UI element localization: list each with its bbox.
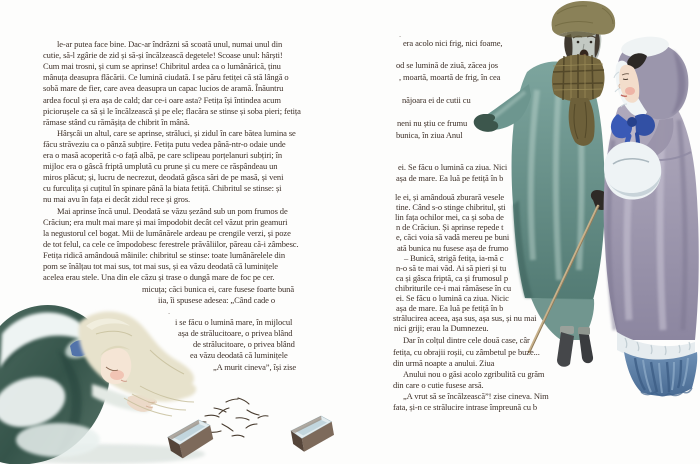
text-line: pom se înălțau tot mai sus, tot mai sus, și ea văzu deodată că luminițele: [43, 261, 278, 271]
text-line: n-o să te mai văd. Ai să pieri și tu: [396, 263, 507, 273]
text-line: bunica, în ziua Anul: [396, 129, 463, 140]
text-line: de strălucitoare, o privea blând: [193, 338, 295, 349]
text-line: i se făcu o lumină mare, în mijlocul: [175, 316, 293, 327]
text-line: nici griji; erau la Dumnezeu.: [394, 323, 489, 333]
text-line: ei. Se făcu o lumină ca ziua. Nicic: [396, 293, 509, 303]
text-line: sobă mare de fier, care avea deasupra un capac lucios de aramă. Înăuntru: [43, 83, 284, 94]
text-line: nu mai avu în fața ei decât zidul rece și gros.: [43, 194, 191, 205]
text-line: năjoara ei de cutii cu: [402, 94, 471, 105]
text-line: od se lumină de ziuă, zăcea jos: [396, 59, 498, 70]
text-line: micuța; căci bunica ei, care fusese foarte bună: [142, 283, 294, 294]
text-line: Cum mai trosni, și cum se aprinse! Chibritul ardea ca o lumânărică, ținu: [43, 61, 281, 72]
text-line: e, căci voia să vadă mereu pe buni: [396, 232, 510, 242]
text-line: le ei, și amândouă zburară vesele: [395, 191, 505, 202]
text-line: tine. Când s-o stinge chibritul, ști: [396, 202, 506, 212]
text-line: Anului nou o găsi acolo zgribulită cu grăm: [403, 368, 545, 379]
text-line: din urmă noapte a anului. Ziua: [393, 357, 495, 368]
text-line: iia, îi spusese adesea: „Când cade o: [158, 295, 276, 305]
text-line: din care o cutie fusese arsă.: [393, 379, 484, 390]
text-line: era acolo nici frig, nici foame,: [403, 37, 503, 48]
text-line: ea văzu deodată că luminițele: [190, 350, 288, 360]
text-line: fetița, cu obrajii roșii, cu zâmbetul pe buze...: [393, 346, 540, 357]
text-line: le-ar putea face bine. Dac-ar îndrăzni să scoată unul, numai unul din: [57, 39, 283, 49]
text-line: așa de strălucitoare, o privea blând: [178, 327, 293, 338]
text-line: piciorușele ca să și le încălzească și pe ele; flacăra se stinse și soba pieri; fetița: [43, 105, 301, 116]
text-line: Mai aprinse încă unul. Deodată se văzu șezând sub un pom frumos de: [57, 205, 288, 216]
text-line: ată bunica nu fusese așa de frumo: [397, 242, 509, 253]
text-line: .: [399, 29, 402, 39]
text-line: Fetița ridică amândouă mâinile: chibritul se stinse: toate lumânărelele din: [43, 249, 285, 260]
text-line: , moartă, moartă de frig, în cea: [399, 71, 501, 82]
text-line: așa de mare. Ea luă pe fetiță în b: [396, 303, 504, 313]
text-line: lin fața ochilor mei, ca și soba de: [395, 212, 504, 222]
text-line: așa de mare. Ea luă pe fetiță în b: [396, 172, 504, 183]
text-line: acelea erau stele. Una din ele căzu și trase o dungă mare de foc pe cer.: [43, 272, 275, 283]
text-line: n de Crăciun. Și aprinse repede t: [396, 222, 504, 232]
text-line: miros plăcut; și, lucru de necrezut, deodată gâsca sări de pe masă, și veni: [43, 172, 284, 183]
text-line: neni nu știu ce frumu: [397, 117, 468, 128]
text-line: cu furculița și cuțitul în spinare până la biata fetiță. Chibritul se stinse: și: [43, 183, 282, 194]
text-line: ardea focul și era așa de cald; dar ce-i oare asta? Fetița își întindea acum: [43, 94, 281, 105]
text-line: ca și gâsca friptă, ca și frumosul p: [396, 273, 509, 283]
text-line: – Bunică, strigă fetița, ia-mă c: [404, 253, 504, 263]
text-line: Dar în colțul dintre cele două case, câr: [403, 335, 530, 345]
text-line: strălucirea aceea, așa sus, așa sus, și nu mai: [393, 313, 537, 323]
text-line: „A murit cineva”, își zise: [213, 361, 297, 372]
text-line: rămase stând cu rămășița de chibrit în mână.: [43, 116, 190, 127]
text-line: făcu străveziu ca o pânză subțire. Fetița putu vedea până-ntr-o odaie unde: [43, 138, 286, 149]
text-line: chibriturile ce-i mai rămăsese în cu: [395, 283, 512, 293]
text-line: mijloc era o gâscă friptă umplută cu prune și cu mere ce răspândeau un: [43, 161, 278, 172]
text-line: de tot felul, ca cele ce împodobesc ferestrele prăvăliilor, păreau că-i zâmbesc.: [43, 238, 299, 249]
text-line: .: [168, 306, 171, 316]
text-line: la negustorul cel bogat. Mii de lumânărele ardeau pe crengile verzi, și poze: [43, 227, 291, 238]
text-line: ei. Se făcu o lumină ca ziua. Nici: [398, 161, 508, 172]
text-line: fata, și-n ce strălucire intrase împreună cu b: [393, 401, 538, 412]
text-line: Crăciun; era mult mai mare și mai împodobit decât cel văzut prin geamuri: [43, 216, 288, 227]
text-line: era o masă acoperită c-o față albă, pe care sclipeau porțelanuri subțiri; în: [43, 150, 283, 160]
text-line: Hârșcâi un altul, care se aprinse, străluci, și zidul în care bătea lumina se: [57, 127, 296, 138]
text-line: cutie, să-l zgârie de zid și să-și încălzească degetele! Scoase unul: hârști!: [43, 50, 283, 61]
text-line: „A vrut să se încălzească”! zise cineva. Nim: [403, 390, 549, 401]
text-line: mânuța deasupra flăcării. Ce lumină ciudată. I se păru fetiței că stă lângă o: [43, 72, 289, 83]
